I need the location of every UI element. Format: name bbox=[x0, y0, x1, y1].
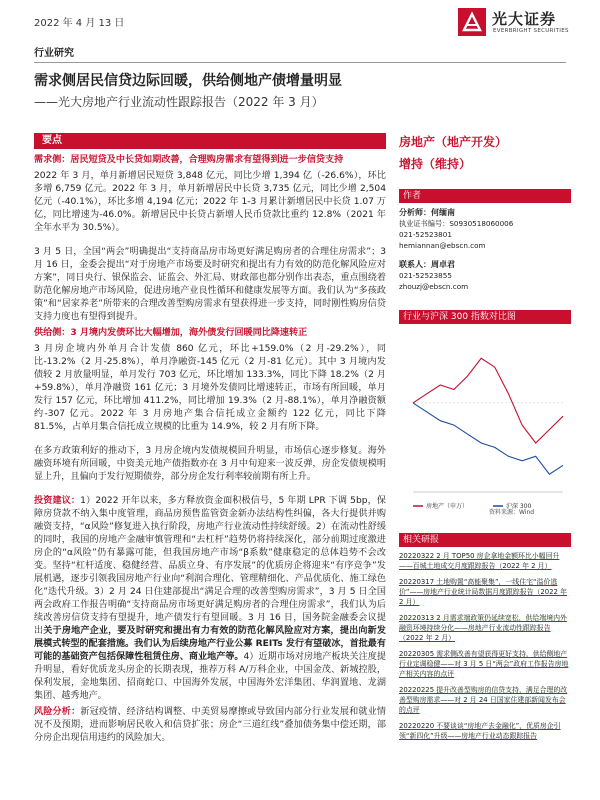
risk-label: 风险分析： bbox=[34, 707, 81, 717]
chart-background bbox=[399, 326, 571, 516]
related-report-item[interactable]: 20220322 2 月 TOP50 房企拿地金额环比小幅回升——百城土地成交月度跟踪报告（2022 年 2 月） bbox=[399, 552, 560, 570]
contact-phone: 021-52523855 bbox=[399, 271, 452, 280]
supply-paragraph-2: 在多方政策利好的推动下，3 月房企境内发债规模回升明显，市场信心逐步修复。海外融资环境有所回暖，中资美元地产债指数亦在 3 月中旬迎来一波反弹，房企发债规模明显上升，且偏向于发行短期债券，部分房企发行利率较前期有所上升。 bbox=[34, 446, 386, 482]
report-category: 行业研究 bbox=[34, 48, 74, 59]
analyst-email[interactable]: hemiannan@ebscn.com bbox=[399, 241, 486, 250]
spacer bbox=[34, 238, 386, 246]
related-report-item[interactable]: 20220305 需求侧改善有望获得更好支持，供给侧地产行业定调稳健——对 3 月 5 日“两会”政府工作报告房地产相关内容的点评 bbox=[399, 650, 569, 678]
chart-bar: 行业与沪深 300 指数对比图 bbox=[399, 310, 571, 324]
investment-text-bold: 关于房地产企业，要及时研究和提出有力有效的防范化解风险应对方案，提出向新发展模式转型的配套措施。我们认为后续房地产行业公募 REITs 发行有望破冰，首批最有可能的基础资产包括保障性租赁住房、商业地产等。 bbox=[34, 626, 386, 662]
logo-text-cn: 光大证券 bbox=[492, 10, 557, 28]
supply-paragraph-1: 3 月房企境内外单月合计发债 860 亿元，环比+159.0%（2 月-29.2%），同比-13.2%（2 月-25.8%），单月净融资-145 亿元（2 月-81 亿元）。其中 3 月境内发债较 2 月放量明显，单月发行 703 亿元，环比增加 133.3%，同比下降 18.2%（2 月+59.8%），单月净融资 161 亿元；3 月境外发债同比增速转正，市场有所回暖，单月发行 157 亿元，环比增加 411.2%，同比增加 19.3%（2 月-88.1%），单月净融资额约-307 亿元。2022 年 3 月房地产集合信托成立金额约 122 亿元，同比下降 81.5%，占单月集合信托成立规模的比重为 14.9%，较 2 月有所下降。 bbox=[34, 344, 386, 432]
everbright-logo-icon bbox=[458, 8, 486, 36]
related-report-item[interactable]: 20220220 不要谈谈“房地产去金融化”，优质房企引领“新四化”升级——房地产行业动态跟踪报告 bbox=[399, 722, 561, 740]
key-points-label: 要点 bbox=[42, 135, 62, 146]
main-body bbox=[34, 154, 386, 748]
investment-text-b: 4）近期市场对房地产板块关注度提升明显，看好优质龙头房企的长期表现，推荐万科 A/万科企业，中国金茂、新城控股，保利发展，金地集团、招商蛇口、中国海外发展，中国海外宏洋集团、华润置地、龙湖集团、越秀地产。 bbox=[34, 652, 386, 701]
header-divider bbox=[34, 62, 566, 63]
chart-source: 资料来源：Wind bbox=[489, 509, 535, 516]
related-report-item[interactable]: 20220225 提升改善型购房的信贷支持，满足合理的改善型购房需求——对 2 月 24 日国家住建部新闻发布会的点评 bbox=[399, 686, 568, 714]
related-reports-list bbox=[399, 551, 571, 747]
index-comparison-chart bbox=[399, 326, 571, 516]
key-points-bar bbox=[34, 133, 386, 149]
related-reports-bar: 相关研报 bbox=[399, 533, 571, 547]
report-title: 需求侧居民信贷边际回暖，供给侧地产债增量明显 bbox=[34, 73, 342, 89]
related-report-item[interactable]: 20220313 2 月需求端政策仍延续宽松，供给端境内外融资环境持续分化——房地产行业流动性跟踪报告（2022 年 2 月） bbox=[399, 614, 567, 642]
spacer bbox=[34, 487, 386, 495]
contact-email[interactable]: zhouzj@ebscn.com bbox=[399, 282, 469, 291]
analyst-block bbox=[399, 207, 571, 251]
sector-name: 房地产（地产开发） bbox=[399, 135, 508, 149]
sidebar bbox=[399, 133, 571, 292]
logo-text-en: EVERBRIGHT SECURITIES bbox=[493, 28, 569, 34]
brand-logo bbox=[458, 8, 588, 38]
demand-heading: 需求侧：居民短贷及中长贷如期改善，合理购房需求有望得到进一步信贷支持 bbox=[34, 155, 344, 165]
spacer bbox=[34, 437, 386, 445]
contact-block bbox=[399, 259, 571, 292]
report-date: 2022 年 4 月 13 日 bbox=[34, 18, 125, 29]
risk-analysis bbox=[34, 706, 386, 745]
authors-bar: 作者 bbox=[399, 189, 571, 203]
analyst-name: 分析师：何缅南 bbox=[399, 208, 455, 217]
demand-paragraph-2: 3 月 5 日，全国“两会”明确提出“支持商品房市场更好满足购房者的合理住房需求”；3 月 16 日，金委会提出“对于房地产市场要及时研究和提出有力有效的防范化解风险应对方案”，同日央行、银保监会、证监会、外汇局、财政部也都分别作出表态，重点围绕着防范化解房地产市场风险，促进房地产业良性循环和健康发展等方面。我们认为“多孩政策”和“居家养老”所带来的合理改善型购房需求有望获得进一步支持，同时刚性购房信贷支持力度也有望得到提升。 bbox=[34, 247, 386, 322]
legend-label: 房地产（申万） bbox=[426, 503, 469, 510]
risk-text: 新冠疫情、经济结构调整、中美贸易摩擦或导致国内部分行业发展和就业情况不及预期，进而影响居民收入和信贷扩张；房企“三道红线”叠加债务集中偿还期，部分房企出现信用违约的风险加大。 bbox=[34, 707, 386, 743]
investment-text-a: 1）2022 开年以来，多方释放资金面积极信号，5 年期 LPR 下调 5bp，保障房贷款不纳入集中度管理，商品房预售监管资金新办法结构性纠偏，各大行提供并购融资支持，“α风险”修复进入执行阶段，房地产行业流动性持续舒缓。2）在流动性舒缓的同时，我国的房地产金融审慎管理和“去杠杆”趋势仍将持续深化，部分前期过度激进房企的“α风险”仍有暴露可能，但我国房地产市场“β系数”健康稳定的总体趋势不会改变。坚持“杠杆适度、稳健经营、品质立身、有序发展”的优质房企将迎来“有序竞争”发展机遇，逐步引领我国房地产行业向“利润合理化、管理精细化、产品优质化、施工绿色化”迭代升级。3）2 月 24 日住建部提出“满足合理的改善型购房需求”，3 月 5 日全国两会政府工作报告明确“支持商品房市场更好满足购房者的合理住房需求”，我们认为后续改善房信贷支持有望提升，地产债发行有望回暖。3 月 16 日，国务院金融委会议提出 bbox=[34, 496, 386, 636]
supply-heading: 供给侧：3 月境内发债环比大幅增加，海外债发行回暖同比降速转正 bbox=[34, 328, 308, 338]
analyst-phone: 021-52523801 bbox=[399, 230, 452, 239]
demand-paragraph-1: 2022 年 3 月，单月新增居民短贷 3,848 亿元，同比少增 1,394 亿（-26.6%），环比多增 6,759 亿元。2022 年 3 月，单月新增居民中长贷 3,735 亿元，同比少增 2,504 亿元（-40.1%），环比多增 4,194 亿元；2022 年 1-3 月累计新增居民中长贷 1.07 万亿，同比增速为-46.0%。新增居民中长贷占新增人民币贷款比重约 12.8%（2021 年全年水平为 30.5%）。 bbox=[34, 171, 386, 233]
related-report-item[interactable]: 20220317 土地购置“高能聚集”，一线住宅“溢价逃价”——房地产行业统计局数据月度跟踪报告（2022 年 2 月） bbox=[399, 578, 567, 606]
investment-label: 投资建议： bbox=[34, 496, 81, 506]
contact-name: 联系人：周卓君 bbox=[399, 260, 455, 269]
investment-advice bbox=[34, 495, 386, 703]
analyst-cert: 执业证书编号：S0930518060006 bbox=[399, 219, 514, 228]
report-subtitle: ——光大房地产行业流动性跟踪报告（2022 年 3 月） bbox=[34, 95, 324, 109]
legend-label: 沪深 300 bbox=[506, 503, 532, 510]
rating: 增持（维持） bbox=[399, 157, 472, 171]
